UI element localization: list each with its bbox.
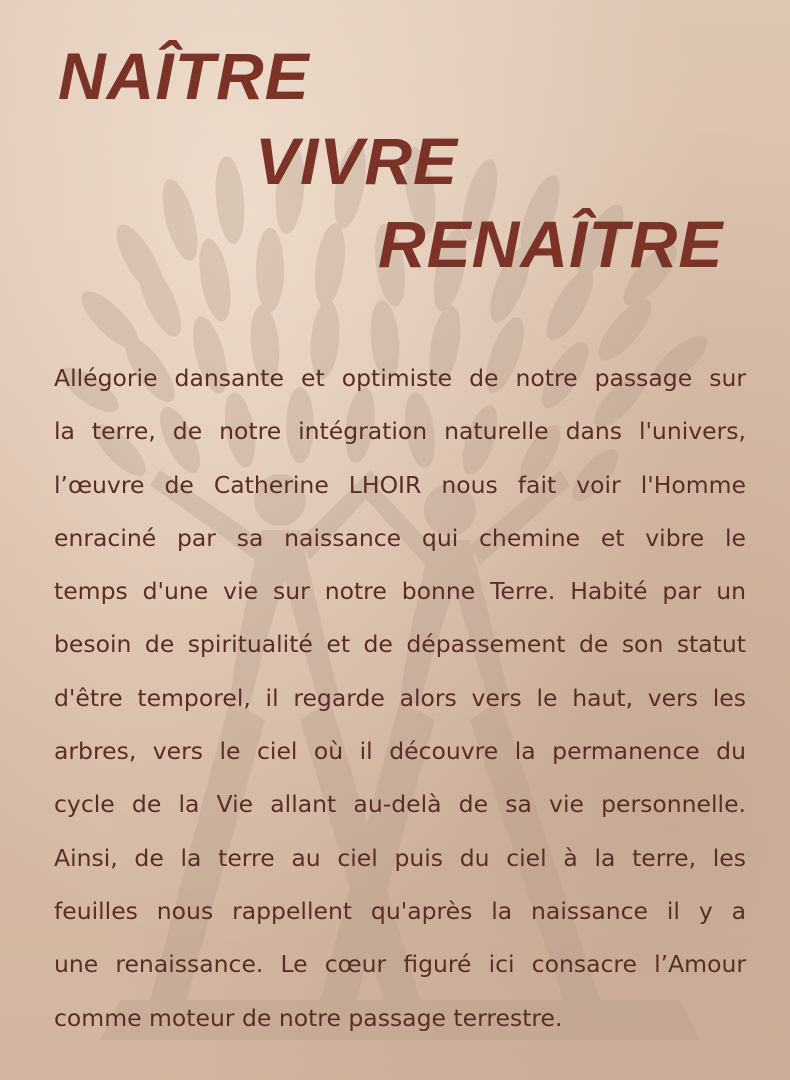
text-line: d'être temporel, il regarde alors vers le haut, vers les: [54, 683, 746, 712]
text-line: comme moteur de notre passage terrestre.: [54, 1003, 563, 1032]
text-line: enraciné par sa naissance qui chemine et vibre le: [54, 523, 746, 552]
text-line: arbres, vers le ciel où il découvre la permanence du: [54, 737, 746, 766]
title-renaitre: RENAÎTRE: [378, 207, 724, 281]
text-line: la terre, de notre intégration naturelle dans l'univers,: [54, 417, 746, 446]
text-line: cycle de la Vie allant au-delà de sa vie personnelle.: [54, 790, 746, 819]
description-paragraph: [54, 352, 746, 1045]
title-naitre: NAÎTRE: [58, 39, 310, 113]
text-line: feuilles nous rappellent qu'après la naissance il y a: [54, 896, 746, 925]
text-line: temps d'une vie sur notre bonne Terre. Habité par un: [54, 577, 746, 606]
text-line: besoin de spiritualité et de dépassement de son statut: [54, 630, 746, 659]
title-vivre: VIVRE: [255, 124, 459, 198]
text-line: une renaissance. Le cœur figuré ici consacre l’Amour: [54, 950, 746, 979]
text-line: l’œuvre de Catherine LHOIR nous fait voir l'Homme: [54, 470, 746, 499]
text-line: Allégorie dansante et optimiste de notre passage sur: [54, 364, 746, 392]
text-line: Ainsi, de la terre au ciel puis du ciel à la terre, les: [54, 843, 746, 872]
